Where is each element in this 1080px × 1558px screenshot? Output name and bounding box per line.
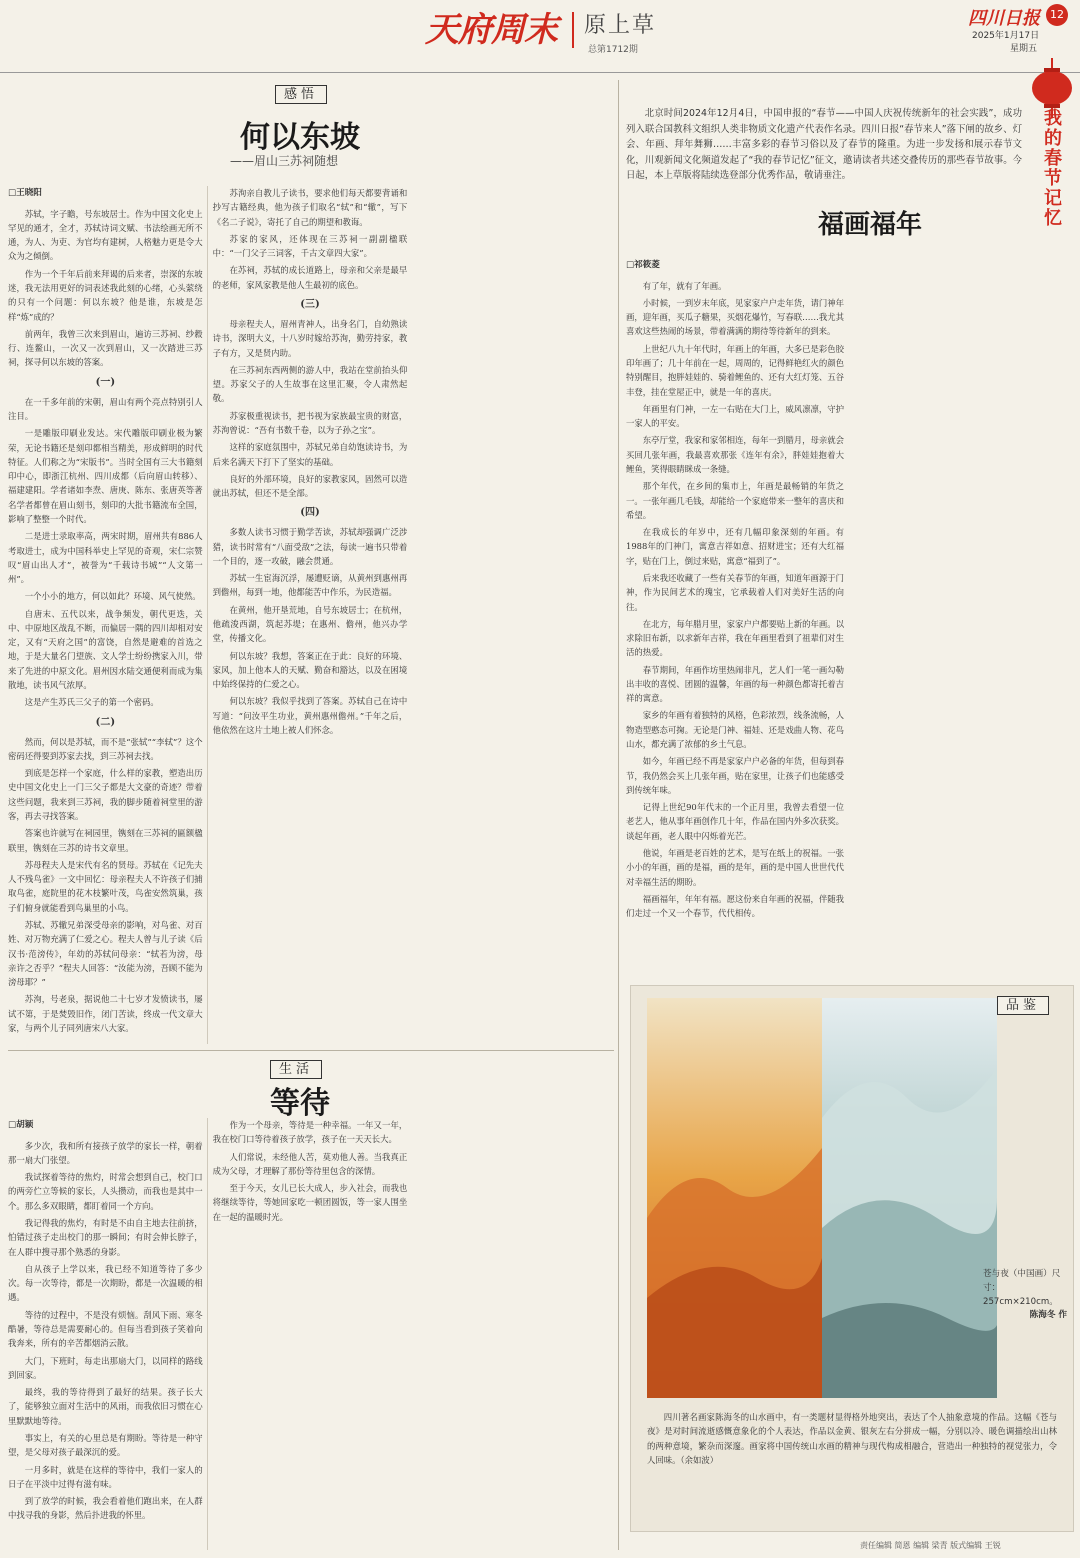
page-column-divider <box>618 80 619 1550</box>
article1-category <box>275 83 327 102</box>
paragraph: 苏母程夫人是宋代有名的贤母。苏轼在《记先夫人不残鸟雀》一文中回忆：母亲程夫人不许孩子们捕取鸟雀，庭院里的花木枝繁叶茂，鸟雀安然筑巢，孩子们俯身就能看到鸟巢里的小鸟。 <box>8 859 203 913</box>
paragraph: 小时候，一到岁末年底，见家家户户走年货，请门神年画，迎年画，买瓜子糖果，买烟花爆竹，写春联……我尤其喜欢这些热闹的场景，带着满满的期待等待新年的到来。 <box>626 297 844 337</box>
paragraph: 家乡的年画有着独特的风格，色彩浓烈，线条流畅，人物造型憨态可掬。无论是门神、福娃、还是戏曲人物、花鸟山水，都充满了浓郁的乡土气息。 <box>626 710 844 750</box>
paragraph: 有了年，就有了年画。 <box>642 280 727 291</box>
paragraph: 在三苏祠东西两侧的游人中，我站在堂前抬头仰望。苏家父子的人生故事在这里汇聚，令人肃然起敬。 <box>212 364 408 404</box>
paragraph: 这样的家庭氛围中，苏轼兄弟自幼饱读诗书，为后来名满天下打下了坚实的基础。 <box>212 442 408 467</box>
paragraph: 苏轼一生宦海沉浮，屡遭贬谪，从黄州到惠州再到儋州，每到一地，他都能苦中作乐，为民造福。 <box>212 573 408 598</box>
side-banner-title: 我的春节记忆 <box>1041 108 1062 228</box>
article2-title: 福画福年 <box>817 210 922 240</box>
article3-title: 等待 <box>270 1086 330 1121</box>
issue-total: 总第1712期 <box>588 45 638 55</box>
paragraph: 作为一个千年后前来拜谒的后来者，崇深的东坡迷，我无法用更好的词表述我此刻的心绪，心头萦绕的只有一个问题：何以东坡？他是谁，东坡是怎样“炼”成的？ <box>8 268 203 322</box>
section-mark: (二) <box>95 716 116 728</box>
paragraph: 福画福年，年年有福。愿这份来自年画的祝福，伴随我们走过一个又一个春节，代代相传。 <box>626 893 844 919</box>
issue-weekday: 星期五 <box>1010 44 1038 54</box>
paragraph: 二是进士录取率高，两宋时期，眉州共有886人考取进士，成为中国科举史上罕见的奇观，宋仁宗赞叹“眉山出人才”，被誉为“千载诗书城”“人文第一州”。 <box>8 531 203 585</box>
page-number: 12 <box>1046 4 1068 26</box>
issue-date: 2025年1月17日 <box>972 31 1040 41</box>
paragraph: 苏洵亲自教儿子读书，要求他们每天都要背诵和抄写古籍经典，他为孩子们取名“轼”和“辙”，写下《名二子说》，寄托了自己的期望和教诲。 <box>212 188 408 227</box>
masthead <box>0 0 1080 70</box>
side-banner <box>1024 58 1080 258</box>
paragraph: 后来我还收藏了一些有关春节的年画，知道年画源于门神，作为民间艺术的瑰宝，它承载着人们对美好生活的向往。 <box>626 572 844 612</box>
paragraph: 春节期间，年画作坊里热闹非凡，艺人们一笔一画勾勒出丰收的喜悦、团圆的温馨，年画的每一种颜色都寄托着吉祥的寓意。 <box>626 664 844 704</box>
art-caption <box>983 1268 1067 1323</box>
art-category <box>997 994 1049 1013</box>
paragraph: 苏家极重视读书，把书视为家族最宝贵的财富，苏洵曾说：“吾有书数千卷，以为子孙之宝”。 <box>212 410 408 435</box>
paragraph: 在北方，每年腊月里，家家户户都要贴上新的年画。以求除旧布新，以求新年吉祥，我在年画里看到了祖辈们对生活的热爱。 <box>626 618 844 658</box>
paragraph: 在我成长的年岁中，还有几幅印象深刻的年画。有1988年的门神门，寓意吉祥如意、招财进宝；还有大红福字，贴在门上，倒过来贴，寓意“福到了”。 <box>626 527 844 566</box>
category-label: 生活 <box>270 1060 322 1079</box>
article3-body <box>8 1118 612 1550</box>
newspaper-name: 四川日报 <box>968 8 1040 29</box>
section-mark: (四) <box>300 507 320 519</box>
masthead-rule <box>0 72 1080 73</box>
paragraph: 记得上世纪90年代末的一个正月里，我曾去看望一位老艺人，他从事年画创作几十年，作品在国内外多次获奖。谈起年画，老人眼中闪烁着光芒。 <box>626 802 844 841</box>
paragraph: 年画里有门神，一左一右贴在大门上，威风凛凛，守护一家人的平安。 <box>626 403 844 429</box>
paragraph: 答案也许就写在祠园里，镌刻在三苏祠的匾额楹联里，镌刻在三苏的诗书文章里。 <box>8 828 203 853</box>
article1-bottom-rule <box>8 1050 614 1051</box>
paragraph: 何以东坡？我想，答案正在于此：良好的环境、家风，加上他本人的天赋、勤奋和豁达，以及在困境中始终保持的仁爱之心。 <box>212 650 408 690</box>
paragraph: 自唐末、五代以来，战争频发，朝代更迭，关中、中原地区战乱不断，而偏居一隅的四川却相对安定，又有“天府之国”的富饶，自然是避难的首选之地，于是大量名门望族、文人学士纷纷携家入川，带来了先进的中原文化。眉州因水陆交通便利而成为集散地，读书风气浓厚。 <box>8 608 203 691</box>
category-label: 感悟 <box>275 85 327 104</box>
author-byline: □胡颖 <box>8 1120 34 1130</box>
category-label: 品鉴 <box>997 996 1049 1015</box>
paragraph: 一月多时，就是在这样的等待中，我们一家人的日子在平淡中过得有滋有味。 <box>8 1464 203 1489</box>
section-mark: (一) <box>95 376 116 388</box>
paragraph: 他说，年画是老百姓的艺术，是写在纸上的祝福。一张小小的年画，画的是福，画的是年，画的是中国人世世代代对幸福生活的期盼。 <box>626 848 844 887</box>
paragraph: 人们常说，未经他人苦，莫劝他人善。当我真正成为父母，才理解了那份等待里包含的深情。 <box>212 1151 408 1176</box>
paragraph: 我试探着等待的焦灼，时常会想到自己，校门口的两旁伫立等候的家长，人头攒动，而我也是其中一个。那么多双眼睛，都盯着同一个方向。 <box>8 1172 203 1211</box>
paragraph: 东亭厅堂，我家和家邻相连，每年一到腊月，母亲就会买回几张年画，我最喜欢那张《连年有余》，胖娃娃抱着大鲤鱼，笑得眼睛眯成一条缝。 <box>626 435 844 474</box>
paragraph: 多数人读书习惯于勤学苦读，苏轼却强调广泛涉猎，读书时常有“八面受敌”之法，每读一遍书只带着一个目的，逐一攻破，融会贯通。 <box>212 527 408 566</box>
footer-credits: 责任编辑 简恩 编辑 梁青 版式编辑 王锐 <box>860 1541 1001 1550</box>
paragraph: 在一千多年前的宋朝，眉山有两个亮点特别引人注目。 <box>8 396 203 421</box>
article3-category <box>270 1058 322 1077</box>
article2-body <box>626 258 1072 976</box>
paragraph: 等待的过程中，不是没有烦恼。刮风下雨、寒冬酷暑，等待总是需要耐心的。但每当看到孩子笑着向我奔来，所有的辛苦都烟消云散。 <box>8 1309 203 1349</box>
paragraph: 到底是怎样一个家庭，什么样的家教，塑造出历史中国文化史上一门三父子都是大文豪的奇迹？带着这些问题，我来到三苏祠，我的脚步随着祠堂里的游客，再去寻找答案。 <box>8 768 203 822</box>
paragraph: 何以东坡？我似乎找到了答案。苏轼自己在诗中写道：“问汝平生功业，黄州惠州儋州。”千年之后，他依然在这片土地上被人们怀念。 <box>212 696 408 735</box>
paragraph: 一个小小的地方，何以如此？环境、风气使然。 <box>24 591 201 602</box>
paragraph: 苏家的家风，还体现在三苏祠一副副楹联中：“一门父子三词客，千古文章四大家”。 <box>212 233 408 259</box>
paragraph: 苏洵，号老泉，据说他二十七岁才发愤读书，屡试不第，于是焚毁旧作，闭门苦读，终成一代文章大家，与两个儿子同列唐宋八大家。 <box>8 994 203 1033</box>
paragraph: 前两年，我曾三次来到眉山，遍访三苏祠、纱縠行、连鳌山，一次又一次到眉山，又一次踏进三苏祠，探寻何以东坡的答案。 <box>8 328 203 368</box>
art-caption-title: 苍与夜（中国画）尺寸： <box>983 1269 1061 1293</box>
paragraph: 作为一个母亲，等待是一种幸福。一年又一年，我在校门口等待着孩子放学，孩子在一天天长大。 <box>212 1120 408 1145</box>
paragraph: 在黄州，他开垦荒地，自号东坡居士；在杭州，他疏浚西湖，筑起苏堤；在惠州、儋州，他兴办学堂，传播文化。 <box>212 604 408 644</box>
paragraph: 到了放学的时候，我会看着他们跑出来，在人群中找寻我的身影，然后扑进我的怀里。 <box>8 1496 203 1521</box>
article1-title: 何以东坡 <box>240 120 360 155</box>
paragraph: 那个年代，在乡间的集市上，年画是最畅销的年货之一。一张年画几毛钱，却能给一个家庭带来一整年的喜庆和希望。 <box>626 481 844 520</box>
art-caption-size: 257cm×210cm。 <box>983 1296 1058 1307</box>
section-mark: (三) <box>300 298 320 310</box>
paragraph: 母亲程夫人，眉州青神人，出身名门，自幼熟读诗书，深明大义，十八岁时嫁给苏洵，勤劳持家，教子有方，又是贤内助。 <box>212 318 408 358</box>
paragraph: 在苏祠，苏轼的成长道路上，母亲和父亲是最早的老师，家风家教是他人生最初的底色。 <box>212 265 408 290</box>
paragraph: 自从孩子上学以来，我已经不知道等待了多少次。每一次等待，都是一次期盼，都是一次温暖的相遇。 <box>8 1263 203 1303</box>
paragraph: 然而，何以是苏轼，而不是“张轼”“李轼”？这个密码还得要到苏家去找，到三苏祠去找。 <box>8 736 203 761</box>
paragraph: 事实上，有关的心里总是有期盼。等待是一种守望，是父母对孩子最深沉的爱。 <box>8 1432 203 1458</box>
author-byline: □祁筱菱 <box>626 260 660 270</box>
author-byline: □王晓阳 <box>8 188 42 198</box>
paragraph: 至于今天，女儿已长大成人，步入社会，而我也将继续等待，等她回家吃一顿团圆饭，等一家人围坐在一起的温暖时光。 <box>212 1183 408 1222</box>
series-intro: 北京时间2024年12月4日，中国申报的“春节——中国人庆祝传统新年的社会实践”，成功列入联合国教科文组织人类非物质文化遗产代表作名录。四川日报“春节来人”落下闸的故乡、灯会、年画、拜年舞狮……丰富多彩的春节习俗以及了春节的隆重。为进一步发扬和展示春节文化，川观新闻文化频道发起了“我的春节记忆”征文，邀请读者共述交叠传历的那些春节故事。今日起，本上草版将陆续选登部分优秀作品，敬请垂注。 <box>626 108 1022 182</box>
paragraph: 最终，我的等待得到了最好的结果。孩子长大了，能够独立面对生活中的风雨，而我依旧习惯在心里默默地等待。 <box>8 1387 203 1426</box>
paragraph: 大门，下班时，每走出那扇大门，以同样的路线到回家。 <box>8 1355 203 1380</box>
masthead-divider <box>572 12 574 48</box>
article1-body <box>8 186 612 1044</box>
supplement-logo: 天府周末 <box>425 10 557 50</box>
article1-subtitle: ——眉山三苏祠随想 <box>230 154 339 168</box>
paragraph: 如今，年画已经不再是家家户户必备的年货，但每到春节，我仍然会买上几张年画，贴在家里，让孩子们也能感受到传统年味。 <box>626 756 844 795</box>
paragraph: 这是产生苏氏三父子的第一个密码。 <box>24 697 159 708</box>
column-name: 原上草 <box>584 13 657 38</box>
paragraph: 良好的外部环境，良好的家教家风，固然可以造就出苏轼，但还不是全部。 <box>212 473 408 499</box>
painting-image <box>647 998 997 1398</box>
art-commentary: 四川著名画家陈海冬的山水画中，有一类题材显得格外地突出，表达了个人抽象意境的作品。这幅《苍与夜》是对时间流逝感慨意象化的个人表达，作品以金黄、银灰左右分拼成一幅，分别以冷、暖色调描绘出山林的两种意境，繁杂而深邃。画家将中国传统山水画的精神与现代构成相融合，营造出一种独特的视觉张力，令人回味。（余如波） <box>647 1412 1057 1465</box>
paragraph: 多少次，我和所有接孩子放学的家长一样，朝着那一扇大门张望。 <box>8 1140 203 1165</box>
paragraph: 上世纪八九十年代时，年画上的年画，大多已是彩色胶印年画了；几十年前在一起，周周的，记得鲜艳红火的颜色特别醒目，抱胖娃娃的、骑着鲤鱼的、还有大红灯笼、五谷丰登，挂在堂屋正中，就是一年的喜庆。 <box>626 343 844 397</box>
paragraph: 苏轼，字子瞻，号东坡居士。作为中国文化史上罕见的通才，全才，苏轼诗词文赋、书法绘画无所不通，为人、为吏、为官均有建树，人格魅力更是令大众为之倾倒。 <box>8 208 203 262</box>
paragraph: 一是雕版印刷业发达。宋代雕版印刷业极为繁荣，无论书籍还是刻印都相当精美，形成鲜明的时代特征。人们称之为“宋版书”。当时全国有三大书籍刻印中心，即浙江杭州、四川成都（后向眉山转移）、福建建阳。学者诸如李焘、唐庚、陈东、张唐英等著名学者都曾在眉山刻书，刻印的大批书籍流布全国，影响了整整一个时代。 <box>8 428 203 524</box>
art-caption-artist: 陈海冬 作 <box>1029 1310 1067 1321</box>
art-panel <box>630 985 1074 1532</box>
paragraph: 苏轼、苏辙兄弟深受母亲的影响，对鸟雀、对百姓、对万物充满了仁爱之心。程夫人曾与儿子读《后汉书·范滂传》，年幼的苏轼问母亲：“轼若为滂，母亲许之否乎？”程夫人回答：“汝能为滂，吾顾不能为滂母耶？” <box>8 919 203 988</box>
paragraph: 我记得我的焦灼，有时是不由自主地去往前挤，怕错过孩子走出校门的那一瞬间；有时会伸长脖子，在人群中搜寻那个熟悉的身影。 <box>8 1218 203 1257</box>
